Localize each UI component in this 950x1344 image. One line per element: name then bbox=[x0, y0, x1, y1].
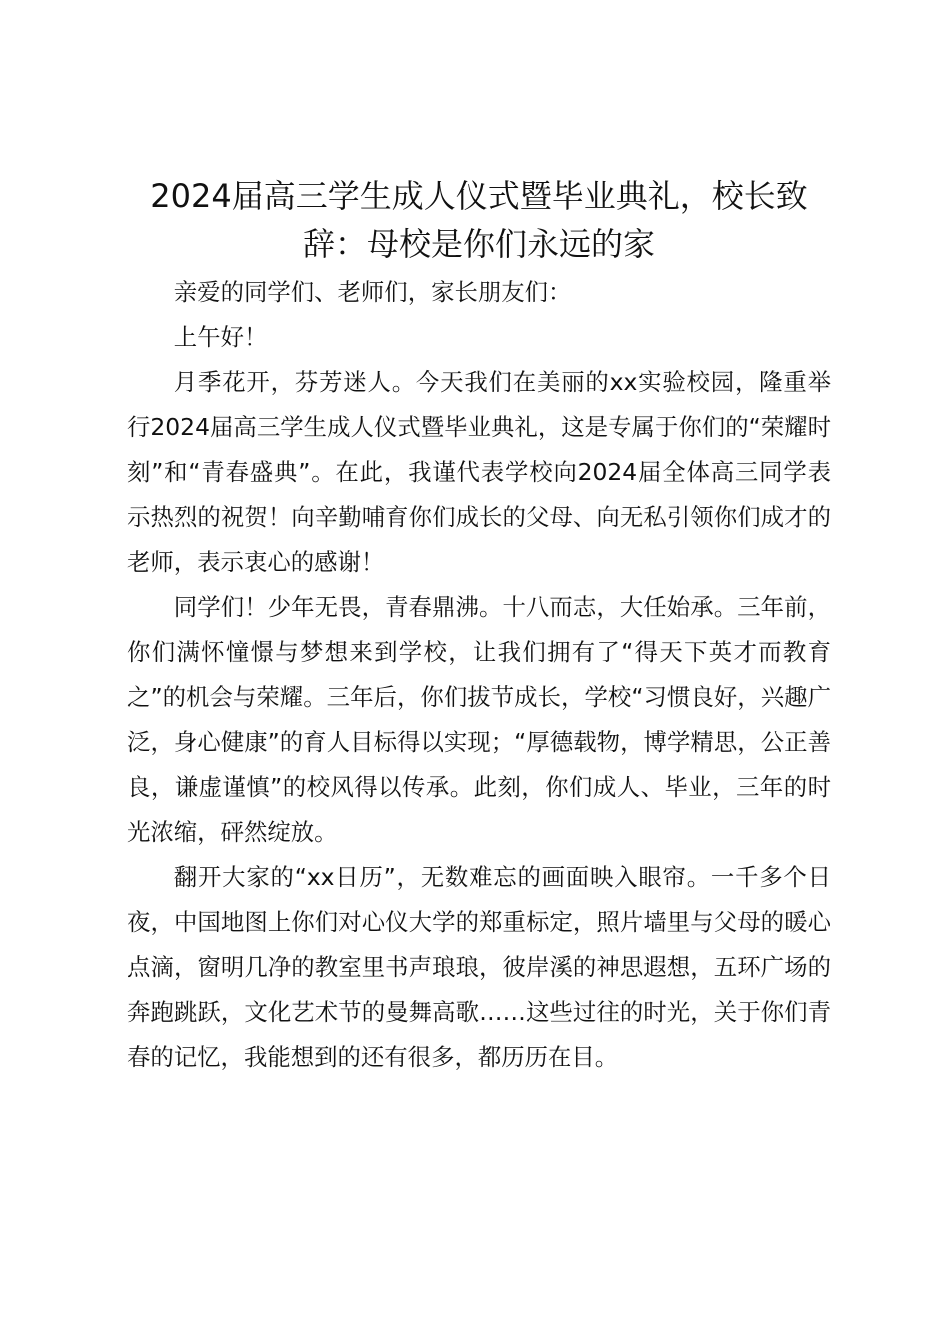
greeting-morning: 上午好！ bbox=[173, 323, 268, 351]
document-title: 2024届高三学生成人仪式暨毕业典礼，校长致辞：母校是你们永远的家 bbox=[150, 177, 808, 263]
document-page bbox=[127, 172, 831, 1080]
paragraph-1: 月季花开，芬芳迷人。今天我们在美丽的xx实验校园，隆重举行2024届高三学生成人仪式暨毕业典礼，这是专属于你们的“荣耀时刻”和“青春盛典”。在此，我谨代表学校向2024届全体高三同学表示热烈的祝贺！向辛勤哺育你们成长的父母、向无私引领你们成才的老师，表示衷心的感谢！ bbox=[127, 368, 831, 576]
greeting-salutation: 亲爱的同学们、老师们，家长朋友们： bbox=[173, 278, 572, 306]
paragraph-2: 同学们！少年无畏，青春鼎沸。十八而志，大任始承。三年前，你们满怀憧憬与梦想来到学校，让我们拥有了“得天下英才而教育之”的机会与荣耀。三年后，你们拔节成长，学校“习惯良好，兴趣广泛，身心健康”的育人目标得以实现；“厚德载物，博学精思，公正善良，谦虚谨慎”的校风得以传承。此刻，你们成人、毕业，三年的时光浓缩，砰然绽放。 bbox=[127, 593, 831, 846]
paragraph-3: 翻开大家的“xx日历”，无数难忘的画面映入眼帘。一千多个日夜，中国地图上你们对心仪大学的郑重标定，照片墙里与父母的暖心点滴，窗明几净的教室里书声琅琅，彼岸溪的神思遐想，五环广场的奔跑跳跃，文化艺术节的曼舞高歌……这些过往的时光，关于你们青春的记忆，我能想到的还有很多，都历历在目。 bbox=[127, 863, 831, 1071]
